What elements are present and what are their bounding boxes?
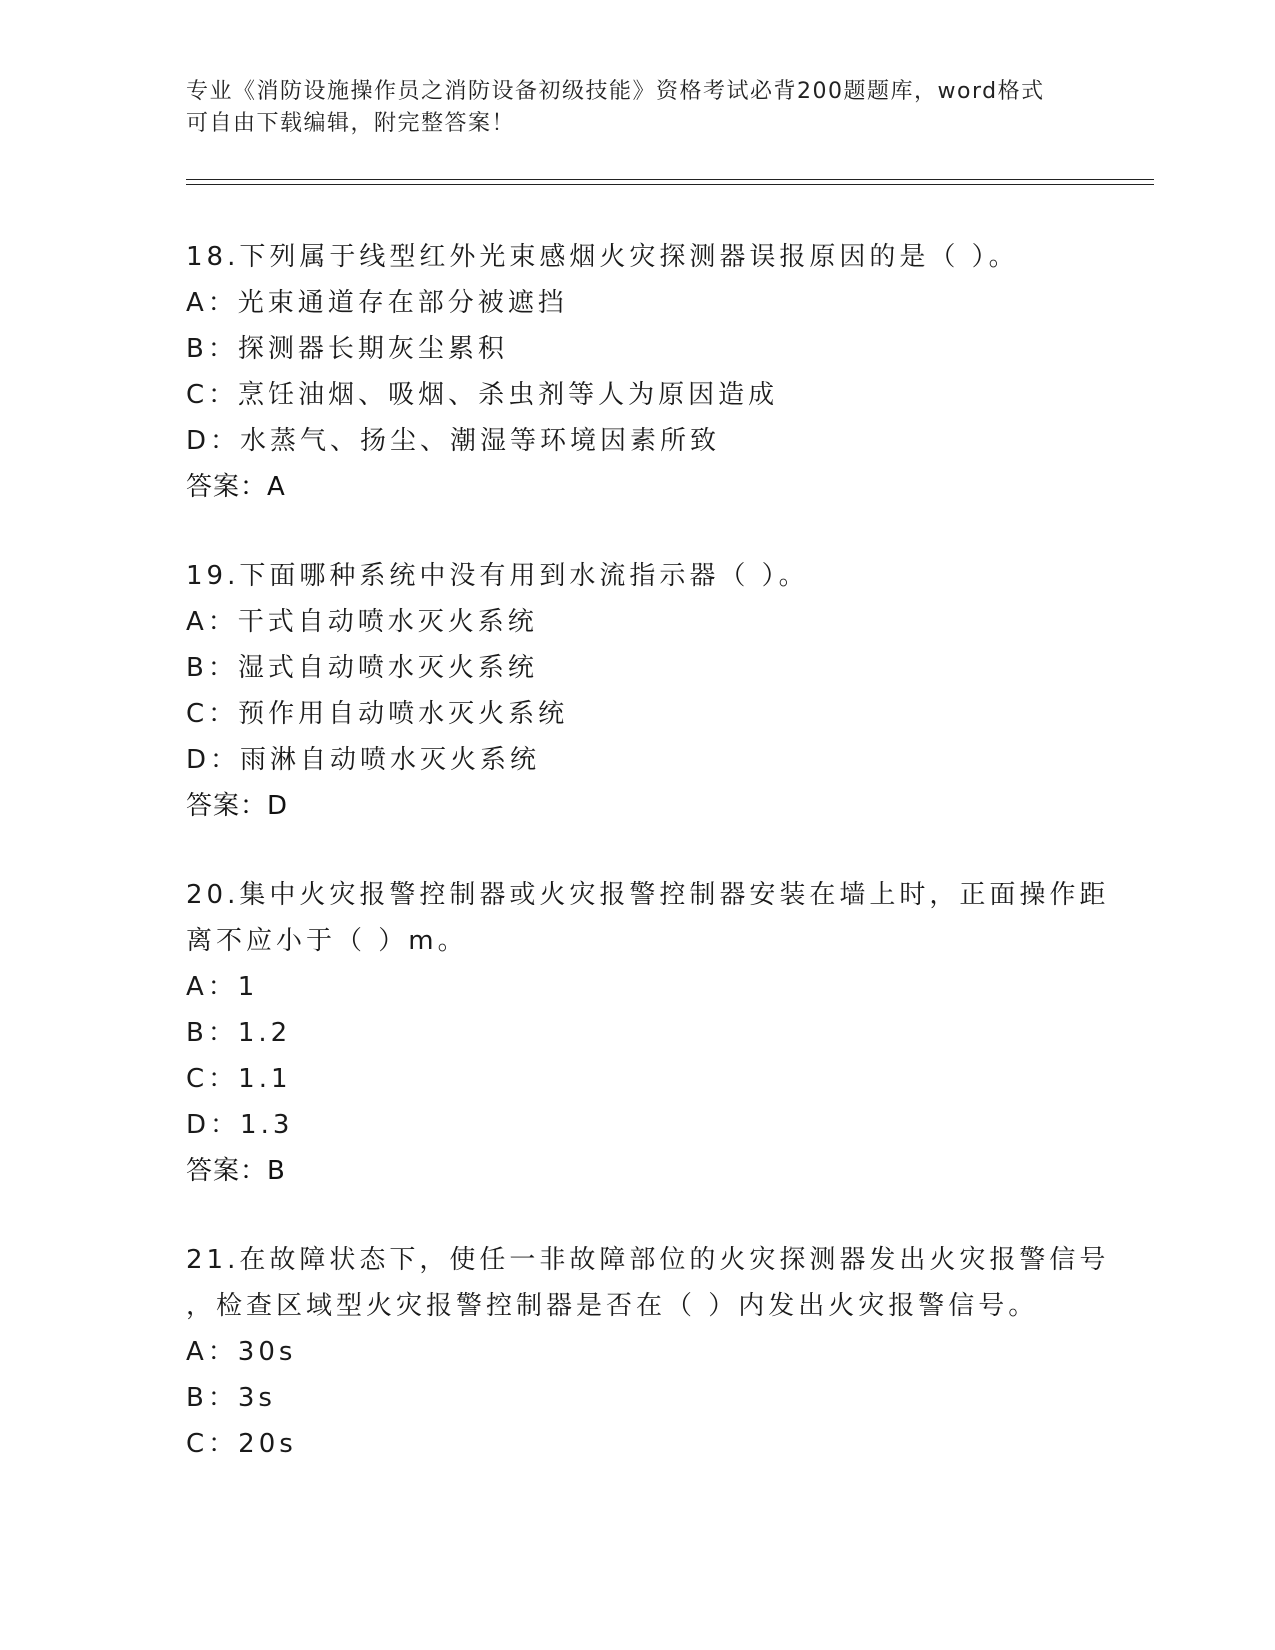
option-b: B：探测器长期灰尘累积 <box>186 334 508 364</box>
header-rule-top <box>186 179 1154 180</box>
option-a: A：30s <box>186 1337 297 1367</box>
question-stem-line-1: 20.集中火灾报警控制器或火灾报警控制器安装在墙上时，正面操作距 <box>186 880 1110 910</box>
option-b: B：3s <box>186 1383 276 1413</box>
option-d: D：1.3 <box>186 1110 294 1140</box>
option-b: B：湿式自动喷水灭火系统 <box>186 653 538 683</box>
option-a: A：光束通道存在部分被遮挡 <box>186 288 568 318</box>
question-stem-line-2: ，检查区域型火灾报警控制器是否在（ ）内发出火灾报警信号。 <box>186 1291 1039 1321</box>
answer-label: 答案：B <box>186 1156 286 1186</box>
option-c: C：1.1 <box>186 1064 292 1094</box>
question-stem-line-1: 21.在故障状态下，使任一非故障部位的火灾探测器发出火灾报警信号 <box>186 1245 1110 1275</box>
document-header: 专业《消防设施操作员之消防设备初级技能》资格考试必背200题题库，word格式可自由下载编辑，附完整答案！ <box>186 79 1045 136</box>
option-b: B：1.2 <box>186 1018 292 1048</box>
option-a: A：1 <box>186 972 259 1002</box>
option-d: D：水蒸气、扬尘、潮湿等环境因素所致 <box>186 426 721 456</box>
question-21 <box>186 1237 1110 1467</box>
question-18 <box>186 234 1086 510</box>
question-stem: 19.下面哪种系统中没有用到水流指示器（ ）。 <box>186 561 809 591</box>
answer-label: 答案：D <box>186 791 289 821</box>
option-d: D：雨淋自动喷水灭火系统 <box>186 745 541 775</box>
option-c: C：20s <box>186 1429 297 1459</box>
question-stem-line-2: 离不应小于（ ）m。 <box>186 926 468 956</box>
question-19 <box>186 553 1086 829</box>
option-a: A：干式自动喷水灭火系统 <box>186 607 538 637</box>
question-stem: 18.下列属于线型红外光束感烟火灾探测器误报原因的是（ ）。 <box>186 242 1019 272</box>
option-c: C：预作用自动喷水灭火系统 <box>186 699 569 729</box>
answer-label: 答案：A <box>186 472 286 502</box>
question-list <box>186 234 1110 1510</box>
question-20 <box>186 872 1110 1194</box>
option-c: C：烹饪油烟、吸烟、杀虫剂等人为原因造成 <box>186 380 779 410</box>
header-rule-bottom <box>186 184 1154 185</box>
